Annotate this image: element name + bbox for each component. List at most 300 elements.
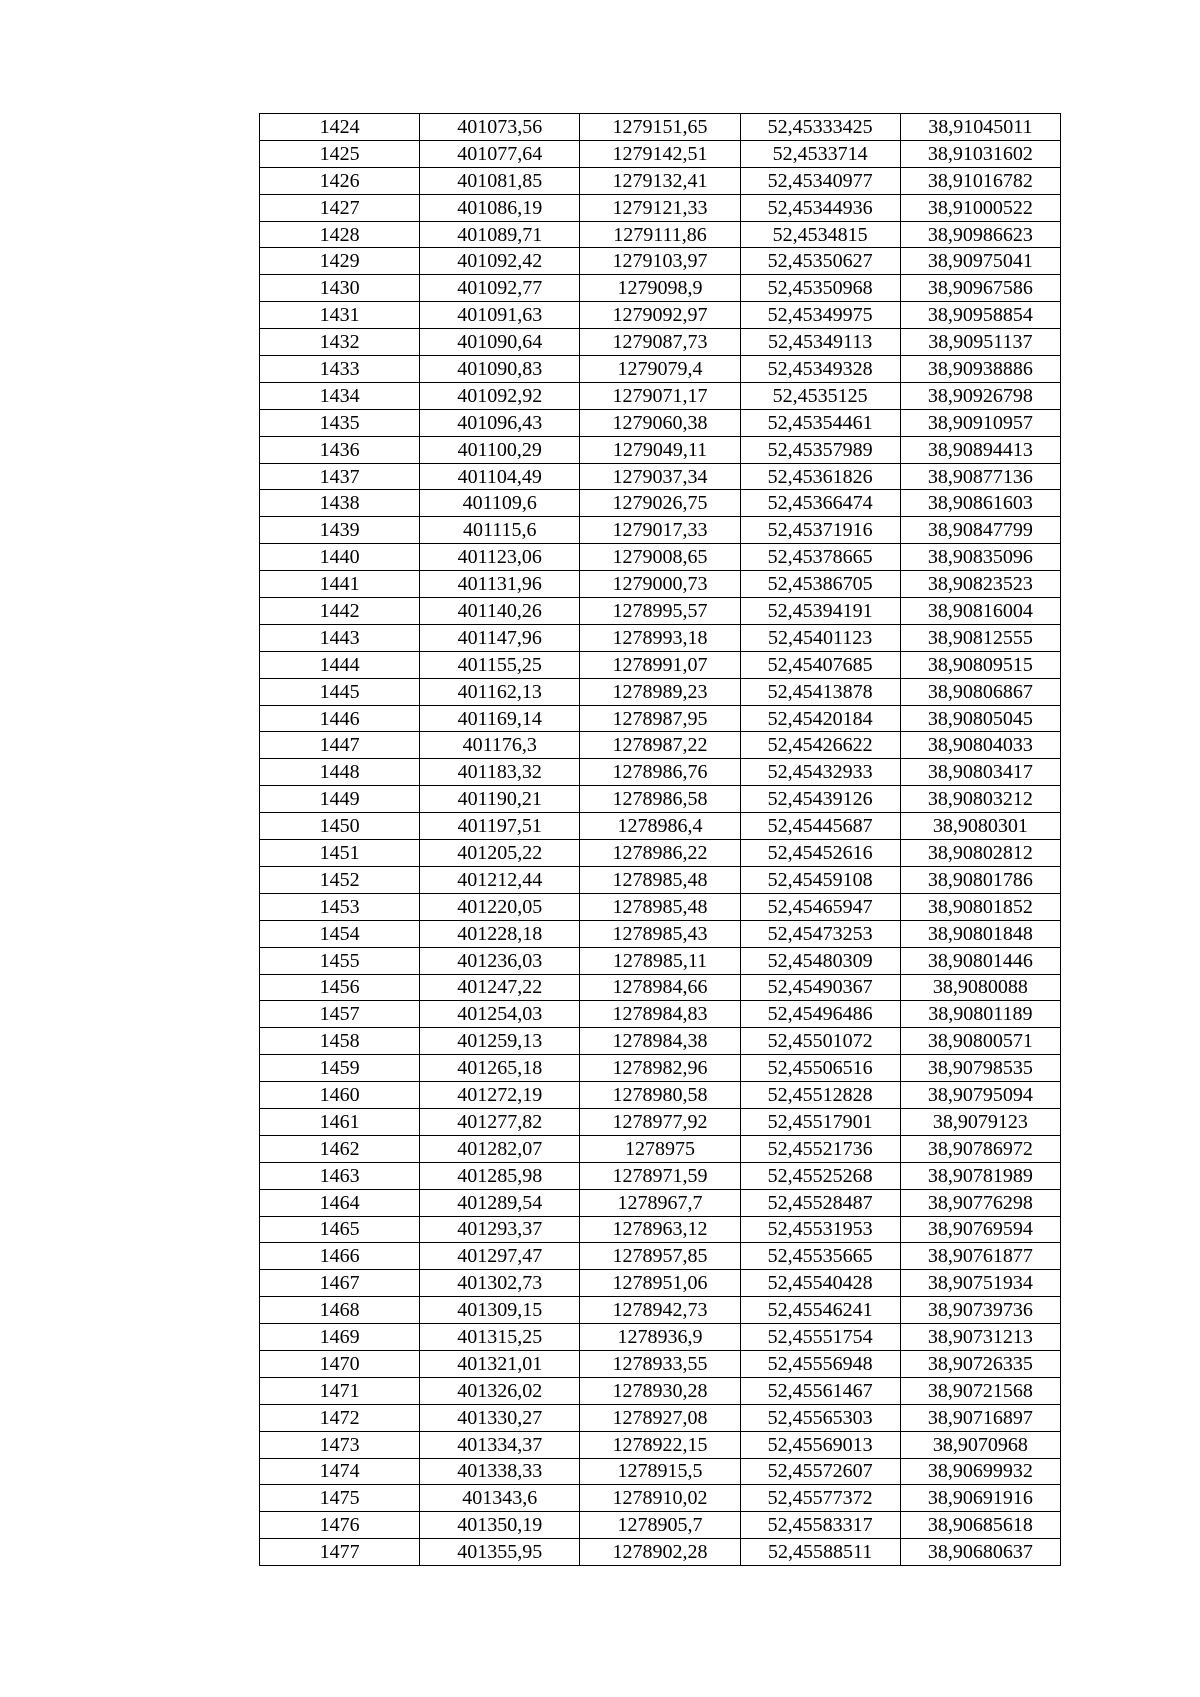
y-coordinate-cell: 1278984,83 — [580, 1001, 740, 1028]
x-coordinate-cell: 401289,54 — [420, 1189, 580, 1216]
y-coordinate-cell: 1278985,48 — [580, 866, 740, 893]
table-row — [260, 436, 1061, 463]
point-number-cell: 1461 — [260, 1108, 420, 1135]
x-coordinate-cell: 401334,37 — [420, 1431, 580, 1458]
latitude-cell: 52,45349328 — [740, 356, 900, 383]
x-coordinate-cell: 401309,15 — [420, 1297, 580, 1324]
longitude-cell: 38,9080301 — [900, 813, 1060, 840]
table-row — [260, 140, 1061, 167]
table-row — [260, 329, 1061, 356]
latitude-cell: 52,45401123 — [740, 624, 900, 651]
point-number-cell: 1465 — [260, 1216, 420, 1243]
latitude-cell: 52,45439126 — [740, 786, 900, 813]
latitude-cell: 52,45521736 — [740, 1135, 900, 1162]
latitude-cell: 52,45445687 — [740, 813, 900, 840]
x-coordinate-cell: 401131,96 — [420, 571, 580, 598]
longitude-cell: 38,90801446 — [900, 947, 1060, 974]
point-number-cell: 1477 — [260, 1539, 420, 1566]
point-number-cell: 1458 — [260, 1028, 420, 1055]
x-coordinate-cell: 401073,56 — [420, 114, 580, 141]
y-coordinate-cell: 1279000,73 — [580, 571, 740, 598]
longitude-cell: 38,90721568 — [900, 1377, 1060, 1404]
latitude-cell: 52,45333425 — [740, 114, 900, 141]
table-row — [260, 651, 1061, 678]
y-coordinate-cell: 1278977,92 — [580, 1108, 740, 1135]
table-row — [260, 759, 1061, 786]
x-coordinate-cell: 401077,64 — [420, 140, 580, 167]
table-row — [260, 1055, 1061, 1082]
point-number-cell: 1471 — [260, 1377, 420, 1404]
y-coordinate-cell: 1279092,97 — [580, 302, 740, 329]
table-row — [260, 463, 1061, 490]
point-number-cell: 1431 — [260, 302, 420, 329]
y-coordinate-cell: 1278927,08 — [580, 1404, 740, 1431]
point-number-cell: 1469 — [260, 1324, 420, 1351]
latitude-cell: 52,45420184 — [740, 705, 900, 732]
longitude-cell: 38,90776298 — [900, 1189, 1060, 1216]
point-number-cell: 1425 — [260, 140, 420, 167]
latitude-cell: 52,45535665 — [740, 1243, 900, 1270]
y-coordinate-cell: 1279008,65 — [580, 544, 740, 571]
table-row — [260, 866, 1061, 893]
latitude-cell: 52,45394191 — [740, 598, 900, 625]
y-coordinate-cell: 1279121,33 — [580, 194, 740, 221]
y-coordinate-cell: 1279060,38 — [580, 409, 740, 436]
table-row — [260, 1243, 1061, 1270]
y-coordinate-cell: 1279142,51 — [580, 140, 740, 167]
latitude-cell: 52,45361826 — [740, 463, 900, 490]
point-number-cell: 1457 — [260, 1001, 420, 1028]
latitude-cell: 52,45452616 — [740, 840, 900, 867]
y-coordinate-cell: 1279087,73 — [580, 329, 740, 356]
x-coordinate-cell: 401162,13 — [420, 678, 580, 705]
table-row — [260, 544, 1061, 571]
x-coordinate-cell: 401123,06 — [420, 544, 580, 571]
x-coordinate-cell: 401104,49 — [420, 463, 580, 490]
longitude-cell: 38,90938886 — [900, 356, 1060, 383]
latitude-cell: 52,45546241 — [740, 1297, 900, 1324]
x-coordinate-cell: 401176,3 — [420, 732, 580, 759]
x-coordinate-cell: 401265,18 — [420, 1055, 580, 1082]
coordinates-table-body — [260, 114, 1061, 1566]
table-row — [260, 705, 1061, 732]
x-coordinate-cell: 401081,85 — [420, 167, 580, 194]
x-coordinate-cell: 401302,73 — [420, 1270, 580, 1297]
x-coordinate-cell: 401247,22 — [420, 974, 580, 1001]
y-coordinate-cell: 1279017,33 — [580, 517, 740, 544]
longitude-cell: 38,90739736 — [900, 1297, 1060, 1324]
point-number-cell: 1447 — [260, 732, 420, 759]
table-row — [260, 1001, 1061, 1028]
table-row — [260, 302, 1061, 329]
table-row — [260, 490, 1061, 517]
point-number-cell: 1424 — [260, 114, 420, 141]
longitude-cell: 38,9079123 — [900, 1108, 1060, 1135]
table-row — [260, 382, 1061, 409]
point-number-cell: 1428 — [260, 221, 420, 248]
y-coordinate-cell: 1278991,07 — [580, 651, 740, 678]
x-coordinate-cell: 401321,01 — [420, 1350, 580, 1377]
longitude-cell: 38,91045011 — [900, 114, 1060, 141]
y-coordinate-cell: 1278986,58 — [580, 786, 740, 813]
longitude-cell: 38,90798535 — [900, 1055, 1060, 1082]
table-row — [260, 1189, 1061, 1216]
table-row — [260, 840, 1061, 867]
latitude-cell: 52,45340977 — [740, 167, 900, 194]
longitude-cell: 38,90967586 — [900, 275, 1060, 302]
y-coordinate-cell: 1278985,48 — [580, 893, 740, 920]
longitude-cell: 38,90809515 — [900, 651, 1060, 678]
y-coordinate-cell: 1278985,43 — [580, 920, 740, 947]
table-row — [260, 114, 1061, 141]
longitude-cell: 38,90910957 — [900, 409, 1060, 436]
x-coordinate-cell: 401330,27 — [420, 1404, 580, 1431]
table-row — [260, 275, 1061, 302]
longitude-cell: 38,90806867 — [900, 678, 1060, 705]
latitude-cell: 52,4535125 — [740, 382, 900, 409]
longitude-cell: 38,90691916 — [900, 1485, 1060, 1512]
point-number-cell: 1467 — [260, 1270, 420, 1297]
x-coordinate-cell: 401092,92 — [420, 382, 580, 409]
x-coordinate-cell: 401297,47 — [420, 1243, 580, 1270]
table-row — [260, 598, 1061, 625]
point-number-cell: 1430 — [260, 275, 420, 302]
latitude-cell: 52,45496486 — [740, 1001, 900, 1028]
table-row — [260, 678, 1061, 705]
y-coordinate-cell: 1279098,9 — [580, 275, 740, 302]
point-number-cell: 1463 — [260, 1162, 420, 1189]
latitude-cell: 52,45531953 — [740, 1216, 900, 1243]
latitude-cell: 52,45459108 — [740, 866, 900, 893]
latitude-cell: 52,45349113 — [740, 329, 900, 356]
latitude-cell: 52,45426622 — [740, 732, 900, 759]
y-coordinate-cell: 1278989,23 — [580, 678, 740, 705]
x-coordinate-cell: 401086,19 — [420, 194, 580, 221]
longitude-cell: 38,90805045 — [900, 705, 1060, 732]
latitude-cell: 52,45371916 — [740, 517, 900, 544]
latitude-cell: 52,45506516 — [740, 1055, 900, 1082]
latitude-cell: 52,45349975 — [740, 302, 900, 329]
latitude-cell: 52,45350968 — [740, 275, 900, 302]
latitude-cell: 52,45465947 — [740, 893, 900, 920]
point-number-cell: 1441 — [260, 571, 420, 598]
latitude-cell: 52,45569013 — [740, 1431, 900, 1458]
longitude-cell: 38,90958854 — [900, 302, 1060, 329]
y-coordinate-cell: 1278980,58 — [580, 1082, 740, 1109]
point-number-cell: 1448 — [260, 759, 420, 786]
y-coordinate-cell: 1279026,75 — [580, 490, 740, 517]
y-coordinate-cell: 1279037,34 — [580, 463, 740, 490]
x-coordinate-cell: 401155,25 — [420, 651, 580, 678]
y-coordinate-cell: 1278984,66 — [580, 974, 740, 1001]
x-coordinate-cell: 401326,02 — [420, 1377, 580, 1404]
point-number-cell: 1451 — [260, 840, 420, 867]
table-row — [260, 1270, 1061, 1297]
point-number-cell: 1445 — [260, 678, 420, 705]
longitude-cell: 38,91000522 — [900, 194, 1060, 221]
latitude-cell: 52,45577372 — [740, 1485, 900, 1512]
table-row — [260, 167, 1061, 194]
table-row — [260, 1082, 1061, 1109]
table-row — [260, 1539, 1061, 1566]
longitude-cell: 38,90894413 — [900, 436, 1060, 463]
latitude-cell: 52,45556948 — [740, 1350, 900, 1377]
longitude-cell: 38,90951137 — [900, 329, 1060, 356]
y-coordinate-cell: 1279151,65 — [580, 114, 740, 141]
table-row — [260, 1431, 1061, 1458]
longitude-cell: 38,90800571 — [900, 1028, 1060, 1055]
longitude-cell: 38,90716897 — [900, 1404, 1060, 1431]
point-number-cell: 1464 — [260, 1189, 420, 1216]
longitude-cell: 38,90877136 — [900, 463, 1060, 490]
table-row — [260, 947, 1061, 974]
latitude-cell: 52,45565303 — [740, 1404, 900, 1431]
longitude-cell: 38,90761877 — [900, 1243, 1060, 1270]
point-number-cell: 1459 — [260, 1055, 420, 1082]
point-number-cell: 1444 — [260, 651, 420, 678]
latitude-cell: 52,4533714 — [740, 140, 900, 167]
point-number-cell: 1470 — [260, 1350, 420, 1377]
longitude-cell: 38,90812555 — [900, 624, 1060, 651]
y-coordinate-cell: 1278915,5 — [580, 1458, 740, 1485]
latitude-cell: 52,45583317 — [740, 1512, 900, 1539]
point-number-cell: 1476 — [260, 1512, 420, 1539]
x-coordinate-cell: 401228,18 — [420, 920, 580, 947]
latitude-cell: 52,45432933 — [740, 759, 900, 786]
y-coordinate-cell: 1279079,4 — [580, 356, 740, 383]
table-row — [260, 1350, 1061, 1377]
longitude-cell: 38,90731213 — [900, 1324, 1060, 1351]
longitude-cell: 38,90835096 — [900, 544, 1060, 571]
y-coordinate-cell: 1278902,28 — [580, 1539, 740, 1566]
x-coordinate-cell: 401220,05 — [420, 893, 580, 920]
point-number-cell: 1440 — [260, 544, 420, 571]
x-coordinate-cell: 401343,6 — [420, 1485, 580, 1512]
longitude-cell: 38,90769594 — [900, 1216, 1060, 1243]
latitude-cell: 52,45357989 — [740, 436, 900, 463]
latitude-cell: 52,45407685 — [740, 651, 900, 678]
point-number-cell: 1442 — [260, 598, 420, 625]
y-coordinate-cell: 1278905,7 — [580, 1512, 740, 1539]
latitude-cell: 52,45501072 — [740, 1028, 900, 1055]
table-row — [260, 356, 1061, 383]
latitude-cell: 52,45490367 — [740, 974, 900, 1001]
y-coordinate-cell: 1278957,85 — [580, 1243, 740, 1270]
y-coordinate-cell: 1278985,11 — [580, 947, 740, 974]
table-row — [260, 1377, 1061, 1404]
longitude-cell: 38,90847799 — [900, 517, 1060, 544]
point-number-cell: 1460 — [260, 1082, 420, 1109]
point-number-cell: 1473 — [260, 1431, 420, 1458]
y-coordinate-cell: 1278930,28 — [580, 1377, 740, 1404]
point-number-cell: 1449 — [260, 786, 420, 813]
y-coordinate-cell: 1278986,76 — [580, 759, 740, 786]
x-coordinate-cell: 401205,22 — [420, 840, 580, 867]
x-coordinate-cell: 401293,37 — [420, 1216, 580, 1243]
x-coordinate-cell: 401090,83 — [420, 356, 580, 383]
point-number-cell: 1429 — [260, 248, 420, 275]
point-number-cell: 1462 — [260, 1135, 420, 1162]
table-row — [260, 1135, 1061, 1162]
longitude-cell: 38,90804033 — [900, 732, 1060, 759]
y-coordinate-cell: 1278922,15 — [580, 1431, 740, 1458]
table-row — [260, 1162, 1061, 1189]
point-number-cell: 1454 — [260, 920, 420, 947]
y-coordinate-cell: 1279132,41 — [580, 167, 740, 194]
y-coordinate-cell: 1278982,96 — [580, 1055, 740, 1082]
y-coordinate-cell: 1279071,17 — [580, 382, 740, 409]
point-number-cell: 1436 — [260, 436, 420, 463]
point-number-cell: 1433 — [260, 356, 420, 383]
x-coordinate-cell: 401350,19 — [420, 1512, 580, 1539]
x-coordinate-cell: 401147,96 — [420, 624, 580, 651]
longitude-cell: 38,90926798 — [900, 382, 1060, 409]
y-coordinate-cell: 1279103,97 — [580, 248, 740, 275]
longitude-cell: 38,90685618 — [900, 1512, 1060, 1539]
table-row — [260, 1458, 1061, 1485]
x-coordinate-cell: 401109,6 — [420, 490, 580, 517]
longitude-cell: 38,90803417 — [900, 759, 1060, 786]
point-number-cell: 1434 — [260, 382, 420, 409]
x-coordinate-cell: 401338,33 — [420, 1458, 580, 1485]
y-coordinate-cell: 1278984,38 — [580, 1028, 740, 1055]
latitude-cell: 52,45540428 — [740, 1270, 900, 1297]
point-number-cell: 1438 — [260, 490, 420, 517]
y-coordinate-cell: 1278963,12 — [580, 1216, 740, 1243]
point-number-cell: 1439 — [260, 517, 420, 544]
x-coordinate-cell: 401100,29 — [420, 436, 580, 463]
x-coordinate-cell: 401169,14 — [420, 705, 580, 732]
latitude-cell: 52,45344936 — [740, 194, 900, 221]
point-number-cell: 1450 — [260, 813, 420, 840]
table-row — [260, 1324, 1061, 1351]
x-coordinate-cell: 401092,42 — [420, 248, 580, 275]
x-coordinate-cell: 401212,44 — [420, 866, 580, 893]
point-number-cell: 1455 — [260, 947, 420, 974]
y-coordinate-cell: 1278986,22 — [580, 840, 740, 867]
longitude-cell: 38,90801189 — [900, 1001, 1060, 1028]
longitude-cell: 38,90786972 — [900, 1135, 1060, 1162]
latitude-cell: 52,45413878 — [740, 678, 900, 705]
y-coordinate-cell: 1278995,57 — [580, 598, 740, 625]
latitude-cell: 52,45378665 — [740, 544, 900, 571]
table-row — [260, 1404, 1061, 1431]
longitude-cell: 38,90823523 — [900, 571, 1060, 598]
y-coordinate-cell: 1279111,86 — [580, 221, 740, 248]
table-row — [260, 194, 1061, 221]
latitude-cell: 52,45512828 — [740, 1082, 900, 1109]
y-coordinate-cell: 1278933,55 — [580, 1350, 740, 1377]
x-coordinate-cell: 401190,21 — [420, 786, 580, 813]
y-coordinate-cell: 1278986,4 — [580, 813, 740, 840]
latitude-cell: 52,45561467 — [740, 1377, 900, 1404]
point-number-cell: 1474 — [260, 1458, 420, 1485]
x-coordinate-cell: 401089,71 — [420, 221, 580, 248]
x-coordinate-cell: 401092,77 — [420, 275, 580, 302]
table-row — [260, 1512, 1061, 1539]
point-number-cell: 1472 — [260, 1404, 420, 1431]
longitude-cell: 38,90803212 — [900, 786, 1060, 813]
point-number-cell: 1468 — [260, 1297, 420, 1324]
point-number-cell: 1443 — [260, 624, 420, 651]
longitude-cell: 38,91016782 — [900, 167, 1060, 194]
x-coordinate-cell: 401355,95 — [420, 1539, 580, 1566]
x-coordinate-cell: 401115,6 — [420, 517, 580, 544]
point-number-cell: 1446 — [260, 705, 420, 732]
longitude-cell: 38,90680637 — [900, 1539, 1060, 1566]
table-row — [260, 571, 1061, 598]
x-coordinate-cell: 401091,63 — [420, 302, 580, 329]
longitude-cell: 38,90781989 — [900, 1162, 1060, 1189]
x-coordinate-cell: 401183,32 — [420, 759, 580, 786]
latitude-cell: 52,45473253 — [740, 920, 900, 947]
coordinates-table — [259, 113, 1061, 1566]
longitude-cell: 38,90816004 — [900, 598, 1060, 625]
latitude-cell: 52,45572607 — [740, 1458, 900, 1485]
x-coordinate-cell: 401096,43 — [420, 409, 580, 436]
latitude-cell: 52,45354461 — [740, 409, 900, 436]
longitude-cell: 38,90699932 — [900, 1458, 1060, 1485]
x-coordinate-cell: 401140,26 — [420, 598, 580, 625]
latitude-cell: 52,45350627 — [740, 248, 900, 275]
longitude-cell: 38,90986623 — [900, 221, 1060, 248]
point-number-cell: 1427 — [260, 194, 420, 221]
table-row — [260, 1028, 1061, 1055]
longitude-cell: 38,9070968 — [900, 1431, 1060, 1458]
latitude-cell: 52,45551754 — [740, 1324, 900, 1351]
point-number-cell: 1466 — [260, 1243, 420, 1270]
table-row — [260, 624, 1061, 651]
longitude-cell: 38,90795094 — [900, 1082, 1060, 1109]
latitude-cell: 52,45517901 — [740, 1108, 900, 1135]
point-number-cell: 1452 — [260, 866, 420, 893]
table-row — [260, 409, 1061, 436]
x-coordinate-cell: 401236,03 — [420, 947, 580, 974]
latitude-cell: 52,45386705 — [740, 571, 900, 598]
latitude-cell: 52,4534815 — [740, 221, 900, 248]
longitude-cell: 38,90801848 — [900, 920, 1060, 947]
x-coordinate-cell: 401277,82 — [420, 1108, 580, 1135]
table-row — [260, 1485, 1061, 1512]
point-number-cell: 1435 — [260, 409, 420, 436]
table-row — [260, 1108, 1061, 1135]
table-row — [260, 813, 1061, 840]
point-number-cell: 1453 — [260, 893, 420, 920]
latitude-cell: 52,45528487 — [740, 1189, 900, 1216]
point-number-cell: 1437 — [260, 463, 420, 490]
latitude-cell: 52,45525268 — [740, 1162, 900, 1189]
x-coordinate-cell: 401254,03 — [420, 1001, 580, 1028]
latitude-cell: 52,45480309 — [740, 947, 900, 974]
longitude-cell: 38,90801786 — [900, 866, 1060, 893]
x-coordinate-cell: 401282,07 — [420, 1135, 580, 1162]
y-coordinate-cell: 1278971,59 — [580, 1162, 740, 1189]
x-coordinate-cell: 401259,13 — [420, 1028, 580, 1055]
table-row — [260, 974, 1061, 1001]
table-row — [260, 786, 1061, 813]
x-coordinate-cell: 401272,19 — [420, 1082, 580, 1109]
latitude-cell: 52,45366474 — [740, 490, 900, 517]
table-row — [260, 732, 1061, 759]
table-row — [260, 920, 1061, 947]
longitude-cell: 38,91031602 — [900, 140, 1060, 167]
latitude-cell: 52,45588511 — [740, 1539, 900, 1566]
longitude-cell: 38,90802812 — [900, 840, 1060, 867]
point-number-cell: 1426 — [260, 167, 420, 194]
longitude-cell: 38,90726335 — [900, 1350, 1060, 1377]
x-coordinate-cell: 401090,64 — [420, 329, 580, 356]
longitude-cell: 38,90751934 — [900, 1270, 1060, 1297]
